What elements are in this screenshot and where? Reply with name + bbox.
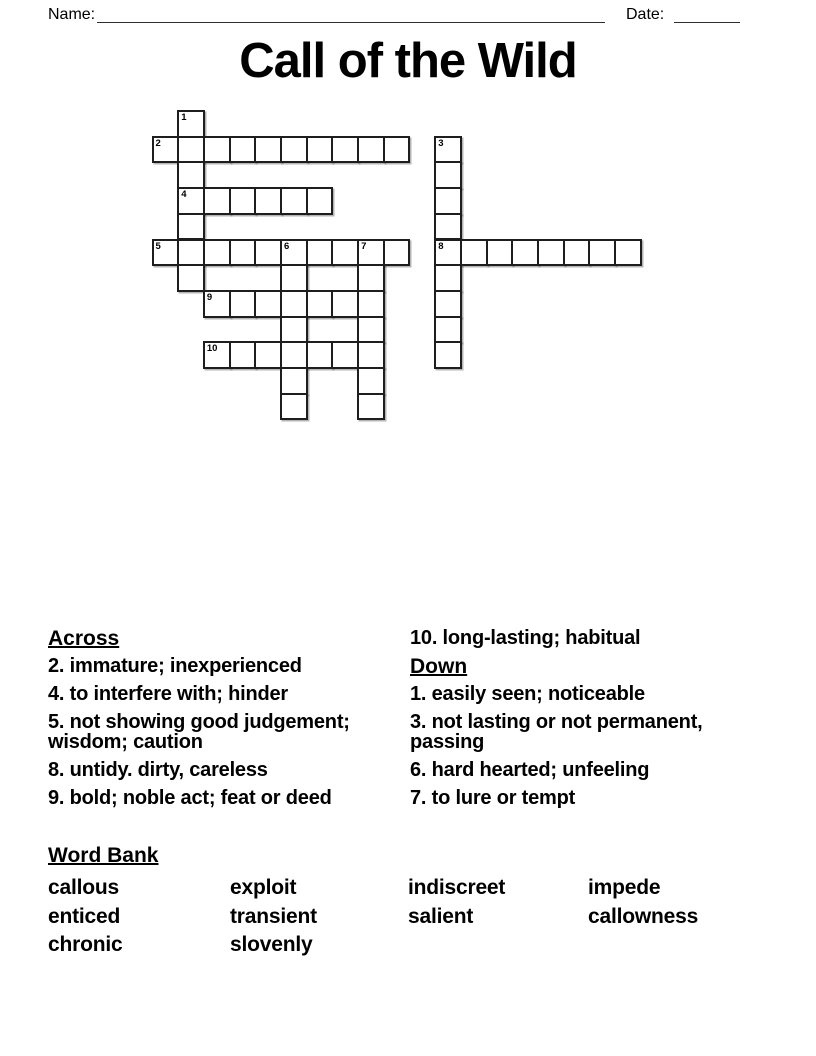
grid-cell[interactable] bbox=[229, 290, 257, 318]
grid-cell[interactable] bbox=[306, 341, 334, 369]
clue-text: not lasting or not permanent, passing bbox=[410, 711, 703, 753]
grid-cell[interactable] bbox=[357, 290, 385, 318]
word-bank-column bbox=[408, 874, 588, 960]
grid-cell[interactable] bbox=[177, 213, 205, 241]
clue-item bbox=[48, 760, 400, 780]
grid-cell[interactable] bbox=[434, 264, 462, 292]
grid-cell[interactable] bbox=[229, 187, 257, 215]
grid-cell[interactable] bbox=[254, 341, 282, 369]
word-bank-word: exploit bbox=[230, 876, 297, 899]
grid-cell[interactable] bbox=[563, 239, 591, 267]
grid-cell[interactable] bbox=[434, 290, 462, 318]
grid-cell[interactable] bbox=[306, 290, 334, 318]
word-bank-label: Word Bank bbox=[48, 844, 159, 867]
clue-text: long-lasting; habitual bbox=[437, 627, 641, 649]
grid-cell[interactable] bbox=[152, 136, 180, 164]
grid-cell[interactable] bbox=[280, 290, 308, 318]
clue-section-header: Across bbox=[48, 627, 120, 650]
word-bank-word: enticed bbox=[48, 904, 121, 928]
grid-cell[interactable] bbox=[357, 393, 385, 421]
word-bank-word: callous bbox=[48, 876, 119, 899]
grid-cell[interactable] bbox=[203, 187, 231, 215]
clue-number: 9. bbox=[48, 787, 65, 809]
grid-cell[interactable] bbox=[357, 136, 385, 164]
clue-number: 3. bbox=[410, 711, 427, 733]
grid-cell[interactable] bbox=[331, 239, 359, 267]
grid-cell[interactable] bbox=[280, 136, 308, 164]
cell-number: 6 bbox=[284, 240, 290, 252]
grid-cell[interactable] bbox=[177, 161, 205, 189]
grid-cell[interactable] bbox=[460, 239, 488, 267]
grid-cell[interactable] bbox=[383, 136, 411, 164]
clue-text: hard hearted; unfeeling bbox=[426, 759, 650, 781]
grid-cell[interactable] bbox=[254, 136, 282, 164]
word-bank-word: impede bbox=[588, 876, 661, 899]
grid-cell[interactable] bbox=[306, 187, 334, 215]
cell-number: 10 bbox=[206, 343, 218, 355]
date-label: Date: bbox=[626, 6, 665, 23]
grid-cell[interactable] bbox=[537, 239, 565, 267]
clue-number: 8. bbox=[48, 759, 65, 781]
grid-cell[interactable] bbox=[177, 187, 205, 215]
cell-number: 7 bbox=[361, 240, 367, 252]
word-bank-column bbox=[588, 874, 796, 960]
grid-cell[interactable] bbox=[434, 341, 462, 369]
clue-text: to interfere with; hinder bbox=[64, 683, 288, 705]
grid-cell[interactable] bbox=[177, 239, 205, 267]
grid-cell[interactable] bbox=[357, 239, 385, 267]
clue-text: untidy. dirty, careless bbox=[64, 759, 268, 781]
clue-column-left bbox=[48, 628, 400, 816]
grid-cell[interactable] bbox=[357, 316, 385, 344]
grid-cell[interactable] bbox=[203, 341, 231, 369]
grid-cell[interactable] bbox=[383, 239, 411, 267]
grid-cell[interactable] bbox=[229, 136, 257, 164]
clue-item bbox=[410, 760, 780, 780]
grid-cell[interactable] bbox=[434, 187, 462, 215]
clue-item bbox=[48, 788, 400, 808]
word-bank-word: chronic bbox=[48, 933, 123, 956]
grid-cell[interactable] bbox=[280, 239, 308, 267]
grid-cell[interactable] bbox=[331, 136, 359, 164]
grid-cell[interactable] bbox=[280, 341, 308, 369]
word-bank-column bbox=[48, 874, 230, 960]
name-label: Name: bbox=[48, 6, 96, 23]
grid-cell[interactable] bbox=[229, 239, 257, 267]
clue-item bbox=[410, 788, 780, 808]
word-bank-word: salient bbox=[408, 904, 474, 928]
clue-text: immature; inexperienced bbox=[64, 655, 302, 677]
grid-cell[interactable] bbox=[203, 136, 231, 164]
grid-cell[interactable] bbox=[229, 341, 257, 369]
grid-cell[interactable] bbox=[486, 239, 514, 267]
cell-number: 5 bbox=[155, 240, 161, 252]
grid-cell[interactable] bbox=[434, 213, 462, 241]
clue-number: 6. bbox=[410, 759, 427, 781]
clue-number: 4. bbox=[48, 683, 65, 705]
grid-cell[interactable] bbox=[254, 290, 282, 318]
grid-cell[interactable] bbox=[280, 367, 308, 395]
clue-text: not showing good judgement; wisdom; caution bbox=[48, 711, 350, 753]
grid-cell[interactable] bbox=[280, 264, 308, 292]
clue-number: 10. bbox=[410, 627, 438, 649]
clue-section-header: Down bbox=[410, 655, 468, 678]
cell-number: 4 bbox=[181, 189, 187, 201]
grid-cell[interactable] bbox=[434, 239, 462, 267]
clue-item bbox=[48, 712, 400, 752]
grid-cell[interactable] bbox=[306, 239, 334, 267]
grid-cell[interactable] bbox=[588, 239, 616, 267]
word-bank-column bbox=[230, 874, 408, 960]
grid-cell[interactable] bbox=[306, 136, 334, 164]
grid-cell[interactable] bbox=[434, 316, 462, 344]
grid-cell[interactable] bbox=[254, 239, 282, 267]
clue-number: 5. bbox=[48, 711, 65, 733]
word-bank-word: indiscreet bbox=[408, 876, 506, 899]
cell-number: 1 bbox=[181, 112, 187, 123]
grid-cell[interactable] bbox=[331, 290, 359, 318]
clue-item bbox=[48, 656, 400, 676]
word-bank bbox=[48, 874, 796, 960]
clue-number: 1. bbox=[410, 683, 427, 705]
grid-cell[interactable] bbox=[280, 187, 308, 215]
clue-column-right bbox=[410, 628, 780, 816]
clue-item bbox=[48, 684, 400, 704]
clue-text: easily seen; noticeable bbox=[426, 683, 645, 705]
clue-text: bold; noble act; feat or deed bbox=[64, 787, 332, 809]
grid-cell[interactable] bbox=[203, 290, 231, 318]
grid-cell[interactable] bbox=[254, 187, 282, 215]
clue-number: 2. bbox=[48, 655, 65, 677]
cell-number: 8 bbox=[438, 240, 444, 252]
page-title: Call of the Wild bbox=[239, 34, 577, 88]
grid-cell[interactable] bbox=[511, 239, 539, 267]
grid-cell[interactable] bbox=[357, 367, 385, 395]
grid-cell[interactable] bbox=[331, 341, 359, 369]
word-bank-word: callowness bbox=[588, 904, 699, 928]
grid-cell[interactable] bbox=[357, 264, 385, 292]
cell-number: 2 bbox=[155, 137, 161, 149]
grid-cell[interactable] bbox=[614, 239, 642, 267]
grid-cell[interactable] bbox=[357, 341, 385, 369]
cell-number: 3 bbox=[438, 137, 444, 149]
grid-cell[interactable] bbox=[152, 239, 180, 267]
grid-cell[interactable] bbox=[280, 393, 308, 421]
clue-number: 7. bbox=[410, 787, 427, 809]
word-bank-word: transient bbox=[230, 904, 317, 928]
clue-item bbox=[410, 684, 780, 704]
grid-cell[interactable] bbox=[203, 239, 231, 267]
grid-cell[interactable] bbox=[177, 136, 205, 164]
cell-number: 9 bbox=[206, 291, 213, 303]
word-bank-word: slovenly bbox=[230, 933, 313, 956]
grid-cell[interactable] bbox=[434, 161, 462, 189]
grid-cell[interactable] bbox=[177, 110, 205, 138]
clue-text: to lure or tempt bbox=[426, 787, 576, 809]
clue-item bbox=[410, 712, 780, 752]
grid-cell[interactable] bbox=[177, 264, 205, 292]
grid-cell[interactable] bbox=[434, 136, 462, 164]
grid-cell[interactable] bbox=[280, 316, 308, 344]
clue-item bbox=[410, 628, 780, 648]
